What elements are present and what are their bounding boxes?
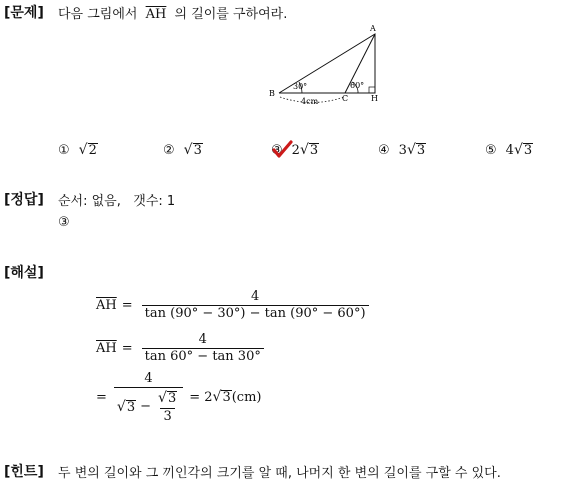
choice-coefficient: 3 bbox=[398, 143, 407, 159]
sqrt: √ 3 bbox=[212, 389, 231, 406]
inner-numerator: √ 3 bbox=[158, 390, 177, 407]
sqrt: √ 3 bbox=[406, 142, 426, 158]
solution-label: [해설] bbox=[4, 265, 44, 281]
choice-number: ④ bbox=[378, 143, 390, 159]
choice-radicand: 3 bbox=[416, 143, 426, 158]
angle-c-label: 60° bbox=[350, 81, 365, 90]
point-h-label: H bbox=[371, 94, 378, 103]
numerator: 4 bbox=[198, 332, 207, 347]
choice-3[interactable] bbox=[271, 143, 319, 158]
result-radicand: 3 bbox=[222, 390, 231, 406]
denominator bbox=[114, 387, 183, 424]
choice-4[interactable] bbox=[378, 143, 426, 158]
choice-number: ② bbox=[163, 143, 175, 159]
sqrt: √ 3 bbox=[299, 142, 319, 158]
segment-ah: $\overline{AH}$ bbox=[96, 341, 117, 357]
sqrt: √ 2 bbox=[78, 142, 97, 158]
numerator: 4 bbox=[144, 371, 153, 386]
fraction bbox=[142, 290, 369, 322]
result-unit: (cm) bbox=[231, 390, 262, 406]
problem-text bbox=[58, 3, 287, 22]
radicand: 3 bbox=[126, 399, 136, 415]
point-c-label: C bbox=[342, 94, 349, 103]
triangle-figure bbox=[262, 22, 392, 108]
problem-text-after: 의 길이를 구하여라. bbox=[174, 7, 288, 22]
choice-number-text: ③ bbox=[271, 143, 283, 159]
answer-value: ③ bbox=[58, 215, 70, 230]
sqrt: √ 3 bbox=[183, 142, 202, 158]
radicand: 3 bbox=[167, 391, 177, 407]
result-coefficient: = 2 bbox=[189, 390, 213, 406]
choice-5[interactable] bbox=[485, 143, 533, 158]
choice-coefficient: 2 bbox=[291, 143, 300, 159]
hint-text: 두 변의 길이와 그 끼인각의 크기를 알 때, 나머지 한 변의 길이를 구할 수 있다. bbox=[58, 466, 501, 481]
equals-sign: = bbox=[121, 341, 133, 357]
sqrt: √ 3 bbox=[513, 142, 533, 158]
inner-fraction bbox=[155, 391, 180, 424]
fraction bbox=[114, 372, 183, 424]
inner-denominator: 3 bbox=[160, 408, 174, 424]
choice-coefficient: 4 bbox=[505, 143, 514, 159]
checkmark-icon bbox=[271, 140, 293, 160]
fraction bbox=[142, 333, 264, 365]
choice-radicand: 3 bbox=[309, 143, 319, 158]
solution-line-1 bbox=[96, 290, 373, 322]
segment-ah: $\overline{AH}$ bbox=[145, 7, 167, 22]
choice-number bbox=[271, 143, 283, 158]
equals-sign: = bbox=[121, 298, 133, 314]
equals-sign: = bbox=[96, 390, 107, 406]
hint-label: [힌트] bbox=[4, 464, 44, 480]
solution-line-2 bbox=[96, 333, 268, 365]
choice-number: ① bbox=[58, 143, 70, 159]
choice-2[interactable] bbox=[163, 143, 203, 158]
point-b-label: B bbox=[269, 89, 275, 98]
choice-radicand: 2 bbox=[88, 143, 97, 158]
denominator: tan 60° − tan 30° bbox=[142, 348, 264, 364]
point-a-label: A bbox=[370, 24, 376, 33]
segment-ah: $\overline{AH}$ bbox=[96, 298, 117, 314]
choice-radicand: 3 bbox=[193, 143, 202, 158]
sqrt: √ 3 bbox=[116, 398, 136, 415]
angle-b-label: 30° bbox=[293, 82, 308, 91]
denominator: tan (90° − 30°) − tan (90° − 60°) bbox=[142, 305, 369, 321]
solution-line-3 bbox=[96, 372, 261, 424]
numerator: 4 bbox=[250, 289, 260, 304]
answer-label: [정답] bbox=[4, 192, 44, 208]
right-angle-mark bbox=[369, 87, 375, 93]
choice-radicand: 3 bbox=[523, 143, 533, 158]
minus-sign: − bbox=[140, 399, 152, 415]
problem-label: [문제] bbox=[4, 5, 44, 21]
answer-meta: 순서: 없음, 갯수: 1 bbox=[58, 194, 176, 209]
choice-number: ⑤ bbox=[485, 143, 497, 159]
choice-1[interactable] bbox=[58, 143, 98, 158]
length-bc-label: 4cm bbox=[301, 97, 319, 106]
problem-text-before: 다음 그림에서 bbox=[58, 7, 138, 22]
